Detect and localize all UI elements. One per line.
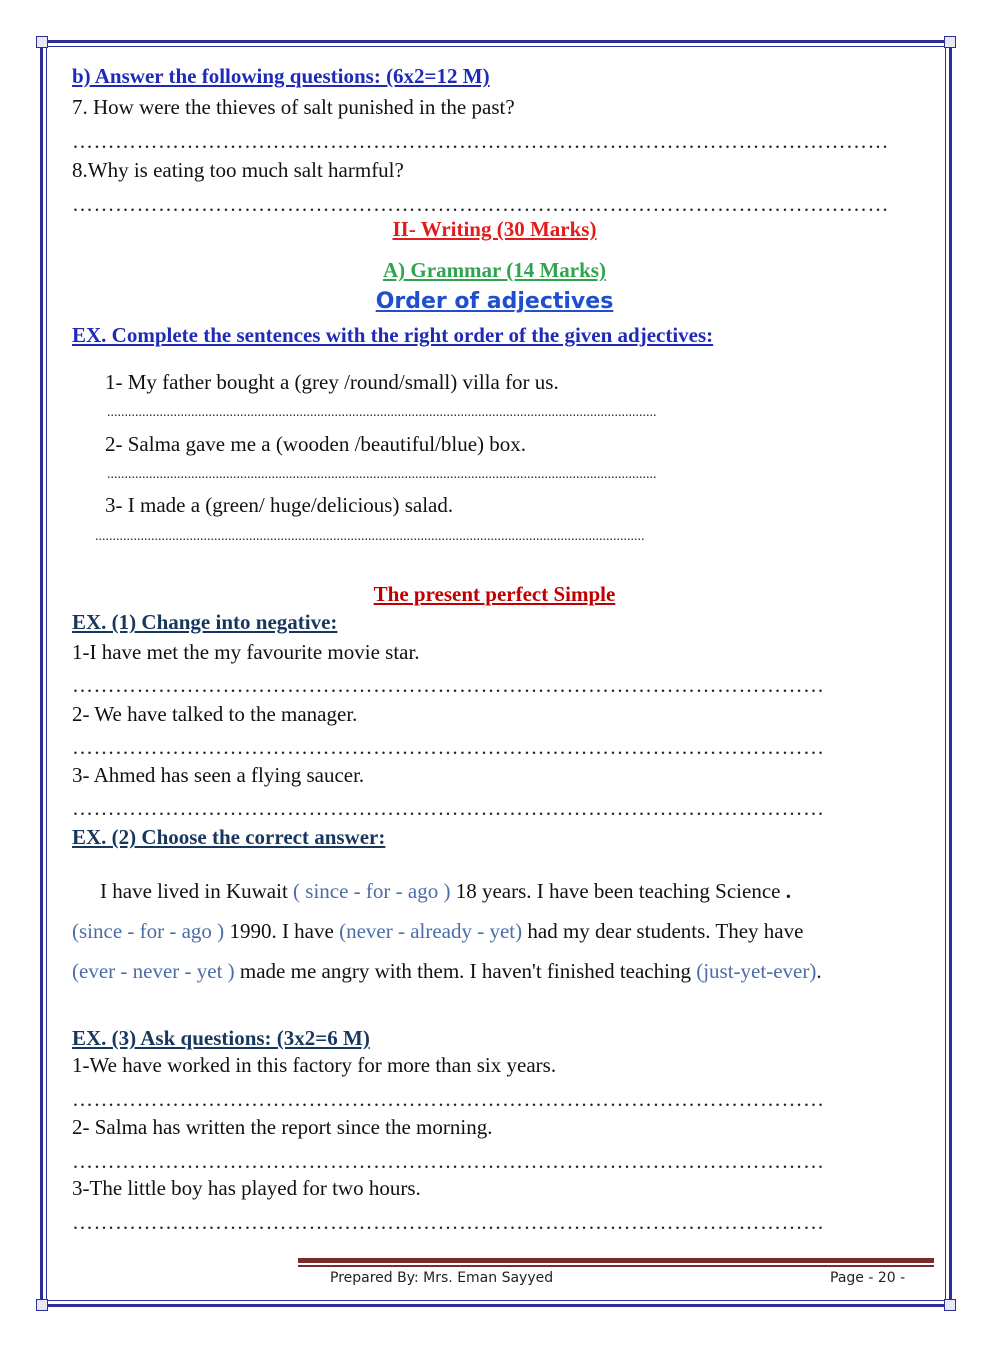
choice-options-4[interactable]: (ever - never - yet ) [72,959,235,983]
answer-line: …………………………………………………………………………………………………… [72,129,889,153]
negative-item-2: 2- We have talked to the manager. [72,702,358,726]
question-7: 7. How were the thieves of salt punished in the past? [72,95,515,119]
answer-line: …………………………………………………………………………………………… [72,1149,825,1173]
footer-rule [298,1258,934,1263]
paragraph-text: . [785,879,791,903]
question-item-1: 1-We have worked in this factory for more than six years. [72,1053,557,1077]
adjective-item-2: 2- Salma gave me a (wooden /beautiful/blue) box. [105,432,527,456]
question-item-3: 3-The little boy has played for two hours. [72,1176,421,1200]
answer-line: ............................................................................................................................................................. [107,405,657,420]
answer-line: …………………………………………………………………………………………… [72,796,825,820]
present-perfect-title: The present perfect Simple [373,582,616,606]
reading-questions-heading: b) Answer the following questions: (6x2=12 M) [72,64,490,88]
answer-line: ............................................................................................................................................................. [95,529,645,544]
answer-line: …………………………………………………………………………………………… [72,1087,825,1111]
exercise-1-heading: EX. (1) Change into negative: [72,610,338,634]
adjective-item-1: 1- My father bought a (grey /round/small) villa for us. [105,370,559,394]
border-corner-ornament [36,36,48,48]
choose-paragraph-line-3 [72,958,822,984]
question-8: 8.Why is eating too much salt harmful? [72,158,404,182]
footer-rule [298,1265,934,1267]
adjective-item-3: 3- I made a (green/ huge/delicious) salad. [105,493,454,517]
adjectives-exercise-heading: EX. Complete the sentences with the right order of the given adjectives: [72,323,714,347]
footer-prepared-by: Prepared By: Mrs. Eman Sayyed [330,1270,554,1286]
grammar-section-title: A) Grammar (14 Marks) [383,258,606,282]
choice-options-2[interactable]: (since - for - ago ) [72,919,225,943]
paragraph-text: made me angry with them. I haven't finished teaching [239,959,691,983]
answer-line: …………………………………………………………………………………………………… [72,192,889,216]
answer-line: ............................................................................................................................................................. [107,467,657,482]
border-corner-ornament [944,36,956,48]
choose-paragraph-line-1 [100,878,791,904]
footer-page-number: Page - 20 - [830,1270,906,1286]
question-item-2: 2- Salma has written the report since the morning. [72,1115,493,1139]
writing-section-title: II- Writing (30 Marks) [392,217,597,241]
paragraph-text: had my dear students. They have [527,919,804,943]
border-corner-ornament [944,1299,956,1311]
paragraph-text: . [816,959,822,983]
answer-line: …………………………………………………………………………………………… [72,1210,825,1234]
paragraph-text: 18 years. I have been teaching Science [455,879,781,903]
choice-options-1[interactable]: ( since - for - ago ) [293,879,451,903]
paragraph-text: 1990. I have [229,919,334,943]
exercise-3-heading: EX. (3) Ask questions: (3x2=6 M) [72,1026,370,1050]
choice-options-3[interactable]: (never - already - yet) [339,919,523,943]
answer-line: …………………………………………………………………………………………… [72,735,825,759]
order-of-adjectives-title: Order of adjectives [375,289,614,314]
paragraph-text: I have lived in Kuwait [100,879,288,903]
exercise-2-heading: EX. (2) Choose the correct answer: [72,825,386,849]
answer-line: …………………………………………………………………………………………… [72,673,825,697]
negative-item-3: 3- Ahmed has seen a flying saucer. [72,763,365,787]
choose-paragraph-line-2 [72,918,803,944]
negative-item-1: 1-I have met the my favourite movie star. [72,640,420,664]
choice-options-5[interactable]: (just-yet-ever) [696,959,817,983]
border-corner-ornament [36,1299,48,1311]
